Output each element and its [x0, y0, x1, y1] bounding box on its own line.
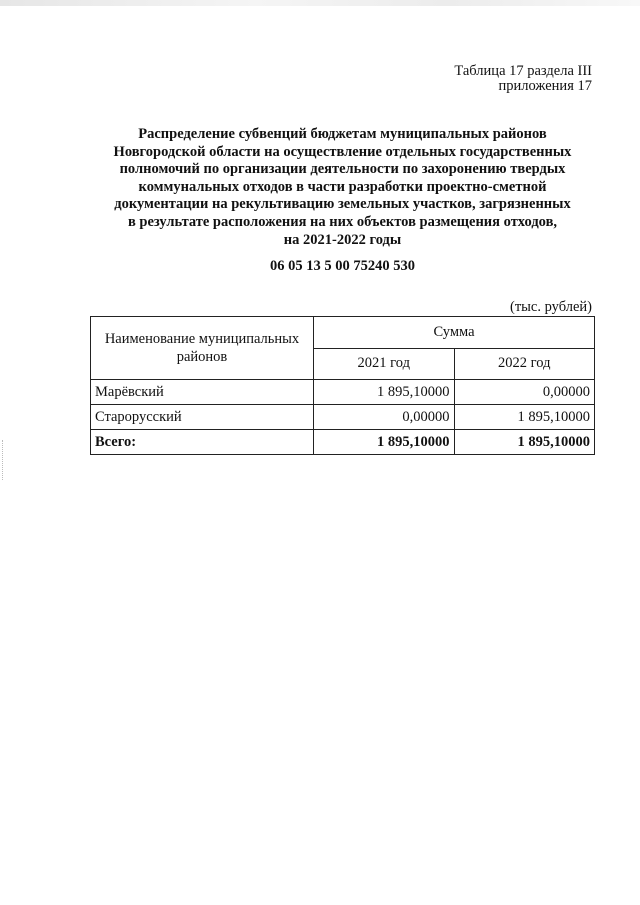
row-value-2021: 0,00000	[314, 405, 455, 430]
column-header-2021: 2021 год	[314, 348, 455, 380]
total-value-2021: 1 895,10000	[314, 430, 455, 455]
row-name: Старорусский	[91, 405, 314, 430]
table-total-row	[91, 430, 595, 455]
scan-artifact-left	[2, 440, 6, 480]
title-line: Новгородской области на осуществление отдельных государственных	[113, 143, 572, 160]
column-header-sum: Сумма	[314, 317, 595, 349]
row-value-2022: 1 895,10000	[454, 405, 595, 430]
table-reference	[454, 64, 592, 94]
title-line: полномочий по организации деятельности по захоронению твердых	[119, 161, 566, 178]
row-value-2021: 1 895,10000	[314, 380, 455, 405]
title-line: Распределение субвенций бюджетам муниципальных районов	[138, 126, 547, 142]
total-value-2022: 1 895,10000	[454, 430, 595, 455]
scan-artifact-top	[0, 0, 640, 6]
title-line: коммунальных отходов в части разработки проектно-сметной	[138, 178, 547, 195]
document-title	[60, 126, 625, 249]
table-header-row	[91, 317, 595, 349]
subvention-table	[90, 316, 595, 455]
title-line: документации на рекультивацию земельных участков, загрязненных	[114, 196, 571, 213]
table-reference-line1: Таблица 17 раздела III	[454, 63, 592, 79]
row-name: Марёвский	[91, 380, 314, 405]
row-value-2022: 0,00000	[454, 380, 595, 405]
title-line: в результате расположения на них объектов размещения отходов,	[127, 213, 558, 230]
table-row	[91, 380, 595, 405]
column-header-name: Наименование муниципальных районов	[91, 317, 314, 380]
title-line: на 2021-2022 годы	[283, 231, 402, 248]
total-label: Всего:	[91, 430, 314, 455]
units-label: (тыс. рублей)	[510, 299, 592, 315]
budget-code: 06 05 13 5 00 75240 530	[270, 258, 415, 274]
table-row	[91, 405, 595, 430]
table-reference-line2: приложения 17	[498, 78, 592, 94]
column-header-2022: 2022 год	[454, 348, 595, 380]
